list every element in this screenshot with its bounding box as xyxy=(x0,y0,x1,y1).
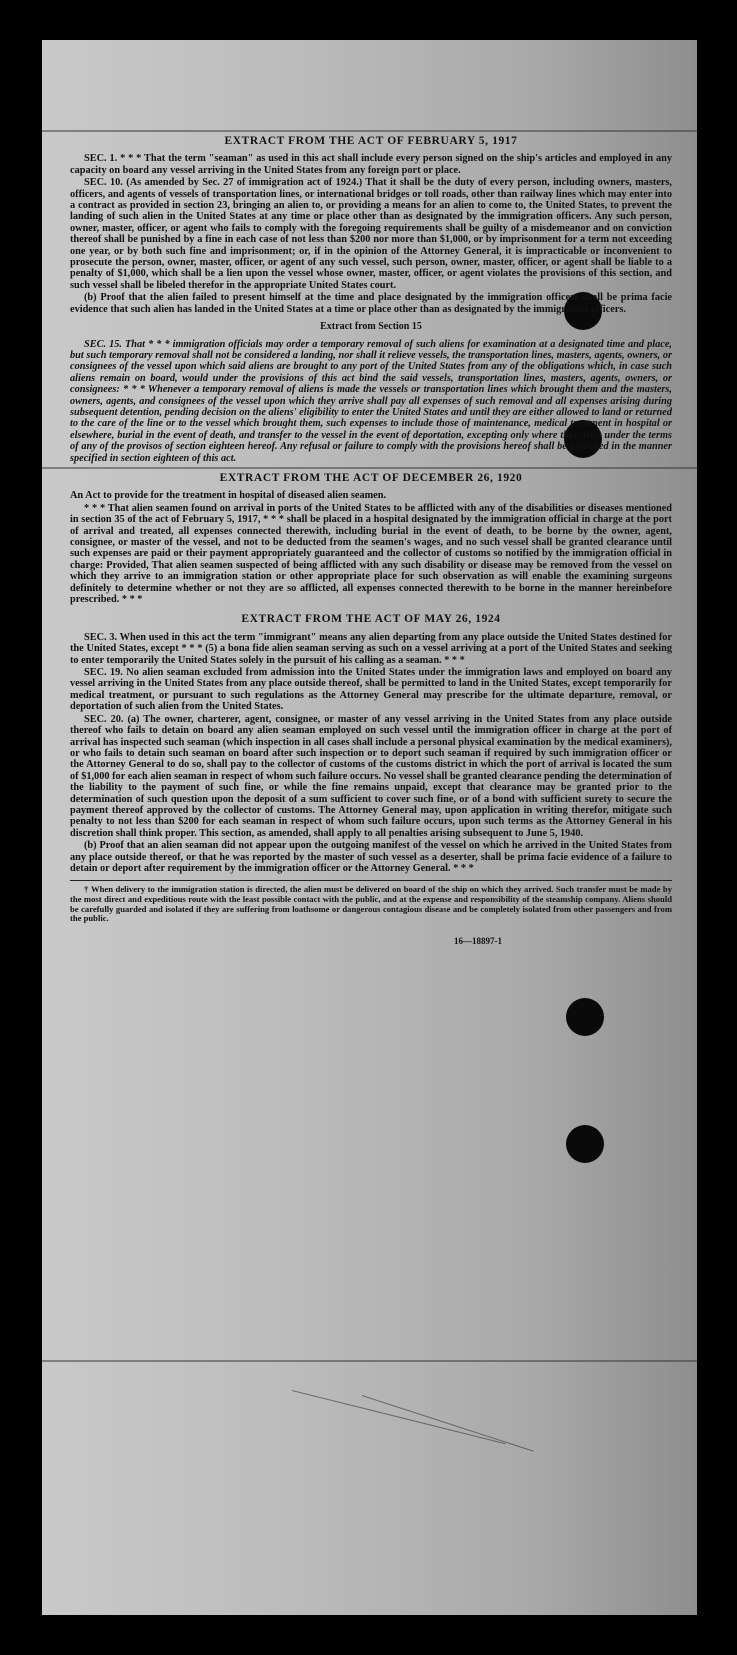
heading-act-1924: EXTRACT FROM THE ACT OF MAY 26, 1924 xyxy=(241,613,501,626)
fold-line xyxy=(42,1360,697,1362)
paragraph-1920-title: An Act to provide for the treatment in hospital of diseased alien seamen. xyxy=(70,490,387,502)
paragraph-1924-sec-3: SEC. 3. When used in this act the term "immigrant" means any alien departing from any place outside the United States destined for the United States, except * * * (5) a bona fide alien seaman serving as such on a vessel arriving at a port of the United States and seeking to enter temporarily the United States solely in the pursuit of his calling as a seaman. * * * xyxy=(70,631,672,666)
paragraph-1924-sec-20: SEC. 20. (a) The owner, charterer, agent, consignee, or master of any vessel arriving in the United States from any place outside thereof who fails to detain on board any alien seaman employed on such vessel until the immigration officer in charge at the port of arrival has inspected such seaman (which inspection in all cases shall include a personal physical examination by the medical examiners), or who fails to detain such seaman on board after such inspection or to deport such seaman if required by such immigration officer or the Attorney General to do so, shall pay to the collector of customs of the customs district in which the port of arrival is located the sum of $1,000 for each alien seaman in respect of whom such failure occurs. No vessel shall be granted clearance pending the determination of the liability to the payment of such fine, or while the fine remains unpaid, except that clearance may be granted prior to the determination of such question upon the deposit of a sum sufficient to cover such fine, or of a bond with sufficient surety to secure the payment thereof approved by the collector of customs. The Attorney General may, upon application in writing therefor, mitigate such penalty to not less than $200 for each seaman in respect of whom such failure occurs, upon such terms as the Attorney General in his discretion shall think proper. This section, as amended, shall apply to all penalties arising subsequent to June 5, 1940. xyxy=(70,713,672,839)
scan-streak xyxy=(362,1395,533,1452)
document-body xyxy=(70,132,672,947)
subheading-section-15: Extract from Section 15 xyxy=(320,321,422,333)
paragraph-1924-sec-20b: (b) Proof that an alien seaman did not appear upon the outgoing manifest of the vessel on which he arrived in the United States from any place outside thereof, or that he was reported by the master of such vessel as a deserter, shall be prima facie evidence of a failure to detain or deport after requirement by the immigration officer or the Attorney General. * * * xyxy=(70,840,672,874)
paragraph-sec-15: SEC. 15. That * * * immigration officials may order a temporary removal of such aliens for examination at a designated time and place, but such temporary removal shall not be considered a landing, nor shall it relieve vessels, the transportation lines, masters, agents, owners, or consignees of the vessel upon which said aliens are brought to any port of the United States from any of the obligations which, in case such aliens remain on board, would under the provisions of this act bind the said vessels, transportation lines, masters, agents, owners, or consignees: * * * Whenever a temporary removal of aliens is made the vessels or transportation lines which brought them and the masters, owners, agents, and consignees of the vessel upon which they arrive shall pay all expenses of such removal and all expenses arising during subsequent detention, pending decision on the aliens' eligibility to enter the United States and until they are either allowed to land or returned to the care of the line or to the vessel which brought them, such expenses to include those of maintenance, medical treatment in hospital or elsewhere, burial in the event of death, and transfer to the vessel in the event of deportation, excepting only where they arise under the terms of any of the provisos of section eighteen hereof. Any refusal or failure to comply with the provisions hereof shall be punished in the manner specified in section eighteen of this act. xyxy=(70,338,672,464)
footnote: † When delivery to the immigration station is directed, the alien must be delivered on board of the ship on which they arrived. Such transfer must be made by the most direct and expeditious route with the least possible contact with the public, and at the expense and responsibility of the steamship company. Aliens should be carefully guarded and isolated if they are suffering from loathsome or dangerous contagious disease and be completely isolated from other passengers and from the public. xyxy=(70,884,672,924)
form-number: 16—18897-1 xyxy=(454,935,502,946)
heading-act-1917: EXTRACT FROM THE ACT OF FEBRUARY 5, 1917 xyxy=(224,135,518,147)
footnote-divider xyxy=(70,880,672,881)
paragraph-1917-sec-10: SEC. 10. (As amended by Sec. 27 of immigration act of 1924.) That it shall be the duty of every person, including owners, masters, officers, and agents of vessels of transportation lines, or international bridges or toll roads, other than railway lines which may enter into a contract as provided in section 23, bringing an alien to, or providing a means for an alien to come to, the United States, to prevent the landing of such alien in the United States at any time or place other than as designated by the immigration officers. Any such person, owner, master, officer, or agent who fails to comply with the foregoing requirements shall be guilty of a misdemeanor and on conviction thereof shall be punished by a fine in each case of not less than $200 nor more than $1,000, or by imprisonment for a term not exceeding one year, or by both such fine and imprisonment; or, if in the opinion of the Attorney General, it is impracticable or inconvenient to prosecute the person, owner, master, officer, or agent of any such vessel, such person, owner, master, officer, or agent shall be liable to a penalty of $1,000, which shall be a lien upon the vessel whose owner, master, officer, or agent violates the provisions of this section, and such vessel shall be libeled therefor in the appropriate United States court. xyxy=(70,177,672,291)
paragraph-1924-sec-19: SEC. 19. No alien seaman excluded from admission into the United States under the immigration laws and employed on board any vessel arriving in the United States from any place outside thereof, shall be permitted to land in the United States, except temporarily for medical treatment, or pursuant to such regulations as the Attorney General may prescribe for the ultimate departure, removal, or deportation of such alien from the United States. xyxy=(70,667,672,713)
scan-streak xyxy=(292,1390,506,1444)
paragraph-1917-sec-10b: (b) Proof that the alien failed to present himself at the time and place designated by the immigration officers shall be prima facie evidence that such alien has landed in the United States at a time or place other than as designated by the immigration officers. xyxy=(70,292,672,315)
heading-act-1920: EXTRACT FROM THE ACT OF DECEMBER 26, 1920 xyxy=(219,471,523,484)
punch-hole xyxy=(566,998,604,1036)
paragraph-1917-sec-1: SEC. 1. * * * That the term "seaman" as used in this act shall include every person signed on the ship's articles and employed in any capacity on board any vessel arriving in the United States from any foreign port or place. xyxy=(70,153,672,176)
document-page xyxy=(42,40,697,1615)
punch-hole xyxy=(566,1125,604,1163)
paragraph-1920-body: * * * That alien seamen found on arrival in ports of the United States to be afflicted with any of the disabilities or diseases mentioned in section 35 of the act of February 5, 1917, * * * shall be placed in a hospital designated by the immigration official in charge at the port of arrival and treated, all expenses connected therewith, including burial in the event of death, to be borne by the owner, agent, consignee, or master of the vessel, and not to be deducted from the seamen's wages, and no such vessel shall be granted clearance until such expenses are paid or their payment appropriately guaranteed and the collector of customs so notified by the immigration official in charge: Provided, That alien seamen suspected of being afflicted with any such disability or disease may be removed from the vessel on which they arrive to an immigration station or other appropriate place for such observation as will enable the examining surgeons definitely to determine whether or not they are so afflicted, all expenses connected therewith to be borne in the manner hereinbefore prescribed. * * * xyxy=(70,502,672,606)
